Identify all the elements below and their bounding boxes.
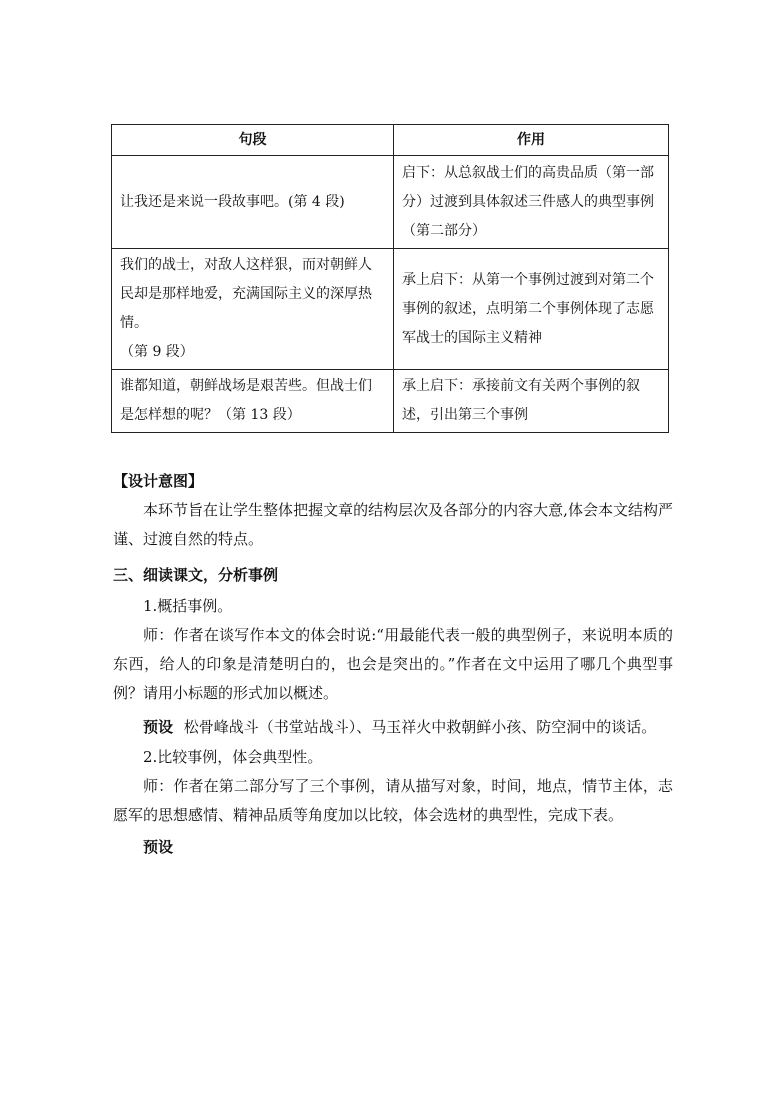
table-header-function: 作用 <box>394 125 669 156</box>
function-text: 承上启下：从第一个事例过渡到对第二个事例的叙述，点明第二个事例体现了志愿军战士的国际主义精神 <box>402 271 654 346</box>
preset-one-label: 预设 <box>143 718 174 736</box>
function-cell <box>394 249 669 370</box>
teacher-question-one: 师：作者在谈写作本文的体会时说:“用最能代表一般的典型例子，来说明本质的东西，给人的印象是清楚明白的，也会是突出的。”作者在文中运用了哪几个典型事例？请用小标题的形式加以概述。 <box>113 626 673 702</box>
segment-cell <box>112 249 394 370</box>
segment-cell <box>112 370 394 433</box>
segment-text: 让我还是来说一段故事吧。(第 4 段) <box>120 193 345 210</box>
function-cell <box>394 156 669 249</box>
function-text: 承上启下：承接前文有关两个事例的叙述，引出第三个事例 <box>402 378 640 423</box>
function-cell <box>394 370 669 433</box>
table-row <box>112 156 669 249</box>
function-text: 启下：从总叙战士们的高贵品质（第一部分）过渡到具体叙述三件感人的典型事例（第二部分） <box>402 164 654 239</box>
teacher-question-two: 师：作者在第二部分写了三个事例，请从描写对象，时间，地点，情节主体，志愿军的思想感情、精神品质等角度加以比较，体会选材的典型性，完成下表。 <box>113 777 673 824</box>
section-three-heading: 三、细读课文，分析事例 <box>113 566 279 584</box>
design-intent-heading: 【设计意图】 <box>113 472 204 490</box>
preset-one <box>143 713 656 741</box>
segment-cell <box>112 156 394 249</box>
step-one-label: 1.概括事例。 <box>143 597 233 615</box>
segment-function-table <box>111 124 669 433</box>
step-two-label: 2.比较事例，体会典型性。 <box>143 748 323 766</box>
table-row <box>112 249 669 370</box>
preset-one-text: 松骨峰战斗（书堂站战斗）、马玉祥火中救朝鲜小孩、防空洞中的谈话。 <box>183 718 657 736</box>
table-row <box>112 370 669 433</box>
segment-text: 谁都知道，朝鲜战场是艰苦些。但战士们是怎样想的呢？（第 13 段） <box>120 378 372 423</box>
table-header-row <box>112 125 669 156</box>
segment-text: 我们的战士，对敌人这样狠，而对朝鲜人民却是那样地爱，充满国际主义的深厚热情。 <box>120 257 372 331</box>
table-header-segment: 句段 <box>112 125 394 156</box>
design-intent-text: 本环节旨在让学生整体把握文章的结构层次及各部分的内容大意,体会本文结构严谨、过渡自然的特点。 <box>113 501 673 548</box>
segment-note: （第 9 段） <box>120 344 194 360</box>
preset-two-label: 预设 <box>143 838 174 856</box>
